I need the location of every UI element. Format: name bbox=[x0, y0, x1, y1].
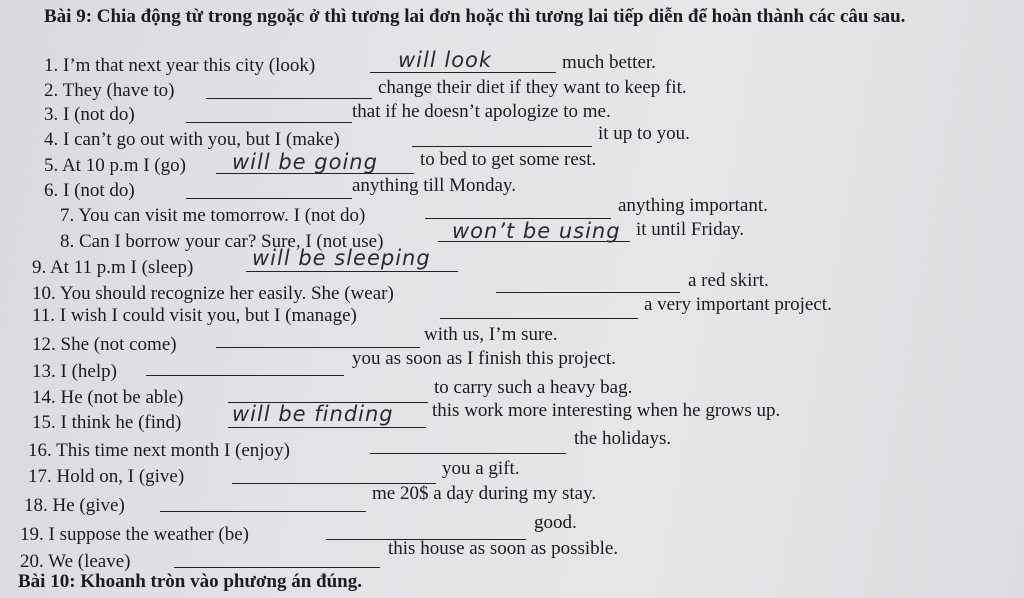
item-7-prefix: 7. You can visit me tomorrow. I (not do) bbox=[60, 205, 366, 226]
item-10-prefix: 10. You should recognize her easily. She (wear) bbox=[32, 283, 394, 304]
item-4-suffix: it up to you. bbox=[598, 123, 690, 144]
item-15-answer: will be finding bbox=[232, 402, 394, 426]
item-15-blank bbox=[228, 427, 426, 428]
item-2-suffix: change their diet if they want to keep fit. bbox=[378, 77, 687, 98]
item-18-blank bbox=[160, 511, 366, 512]
item-10-blank bbox=[496, 292, 680, 293]
item-16-blank bbox=[370, 453, 566, 454]
item-16-suffix: the holidays. bbox=[574, 428, 672, 449]
item-20-prefix: 20. We (leave) bbox=[20, 551, 131, 572]
item-9-answer: will be sleeping bbox=[252, 246, 431, 270]
item-19-prefix: 19. I suppose the weather (be) bbox=[20, 524, 249, 545]
item-1-blank bbox=[370, 72, 556, 73]
item-3-prefix: 3. I (not do) bbox=[44, 104, 135, 125]
item-1-answer: will look bbox=[398, 48, 493, 72]
item-9-prefix: 9. At 11 p.m I (sleep) bbox=[32, 257, 194, 278]
item-5-answer: will be going bbox=[232, 150, 378, 174]
item-19-suffix: good. bbox=[534, 512, 577, 533]
item-4-blank bbox=[412, 146, 592, 147]
item-14-prefix: 14. He (not be able) bbox=[32, 387, 184, 408]
item-15-prefix: 15. I think he (find) bbox=[32, 412, 182, 433]
item-5-prefix: 5. At 10 p.m I (go) bbox=[44, 155, 186, 176]
item-12-prefix: 12. She (not come) bbox=[32, 334, 177, 355]
item-2-prefix: 2. They (have to) bbox=[44, 80, 175, 101]
item-9-blank bbox=[246, 271, 458, 272]
item-8-suffix: it until Friday. bbox=[636, 219, 745, 240]
item-10-suffix: a red skirt. bbox=[688, 270, 769, 291]
item-4-prefix: 4. I can’t go out with you, but I (make) bbox=[44, 129, 340, 150]
item-3-suffix: that if he doesn’t apologize to me. bbox=[352, 101, 611, 122]
item-1-prefix: 1. I’m that next year this city (look) bbox=[44, 55, 316, 76]
item-5-suffix: to bed to get some rest. bbox=[420, 149, 597, 170]
item-11-suffix: a very important project. bbox=[644, 294, 832, 315]
item-1-suffix: much better. bbox=[562, 52, 656, 73]
item-13-blank bbox=[146, 375, 344, 376]
item-18-prefix: 18. He (give) bbox=[24, 495, 125, 516]
item-8-answer: won’t be using bbox=[452, 219, 621, 243]
item-12-suffix: with us, I’m sure. bbox=[424, 324, 558, 345]
item-6-blank bbox=[186, 198, 352, 199]
item-6-suffix: anything till Monday. bbox=[352, 175, 516, 196]
item-13-prefix: 13. I (help) bbox=[32, 361, 117, 382]
item-17-prefix: 17. Hold on, I (give) bbox=[28, 466, 185, 487]
item-20-blank bbox=[174, 567, 380, 568]
item-2-blank bbox=[206, 98, 372, 99]
item-8-prefix: 8. Can I borrow your car? Sure, I (not use) bbox=[60, 231, 384, 252]
item-16-prefix: 16. This time next month I (enjoy) bbox=[28, 440, 290, 461]
exercise-title: Bài 9: Chia động từ trong ngoặc ở thì tương lai đơn hoặc thì tương lai tiếp diễn để hoàn thành các câu sau. bbox=[44, 6, 906, 27]
item-3-blank bbox=[186, 122, 352, 123]
item-11-blank bbox=[440, 318, 638, 319]
item-14-suffix: to carry such a heavy bag. bbox=[434, 377, 633, 398]
item-13-suffix: you as soon as I finish this project. bbox=[352, 348, 616, 369]
item-11-prefix: 11. I wish I could visit you, but I (manage) bbox=[32, 305, 357, 326]
item-6-prefix: 6. I (not do) bbox=[44, 180, 135, 201]
next-exercise-heading: Bài 10: Khoanh tròn vào phương án đúng. bbox=[18, 571, 362, 592]
item-15-suffix: this work more interesting when he grows up. bbox=[432, 400, 781, 421]
item-18-suffix: me 20$ a day during my stay. bbox=[372, 483, 597, 504]
item-7-suffix: anything important. bbox=[618, 195, 768, 216]
item-20-suffix: this house as soon as possible. bbox=[388, 538, 619, 559]
item-17-suffix: you a gift. bbox=[442, 458, 520, 479]
